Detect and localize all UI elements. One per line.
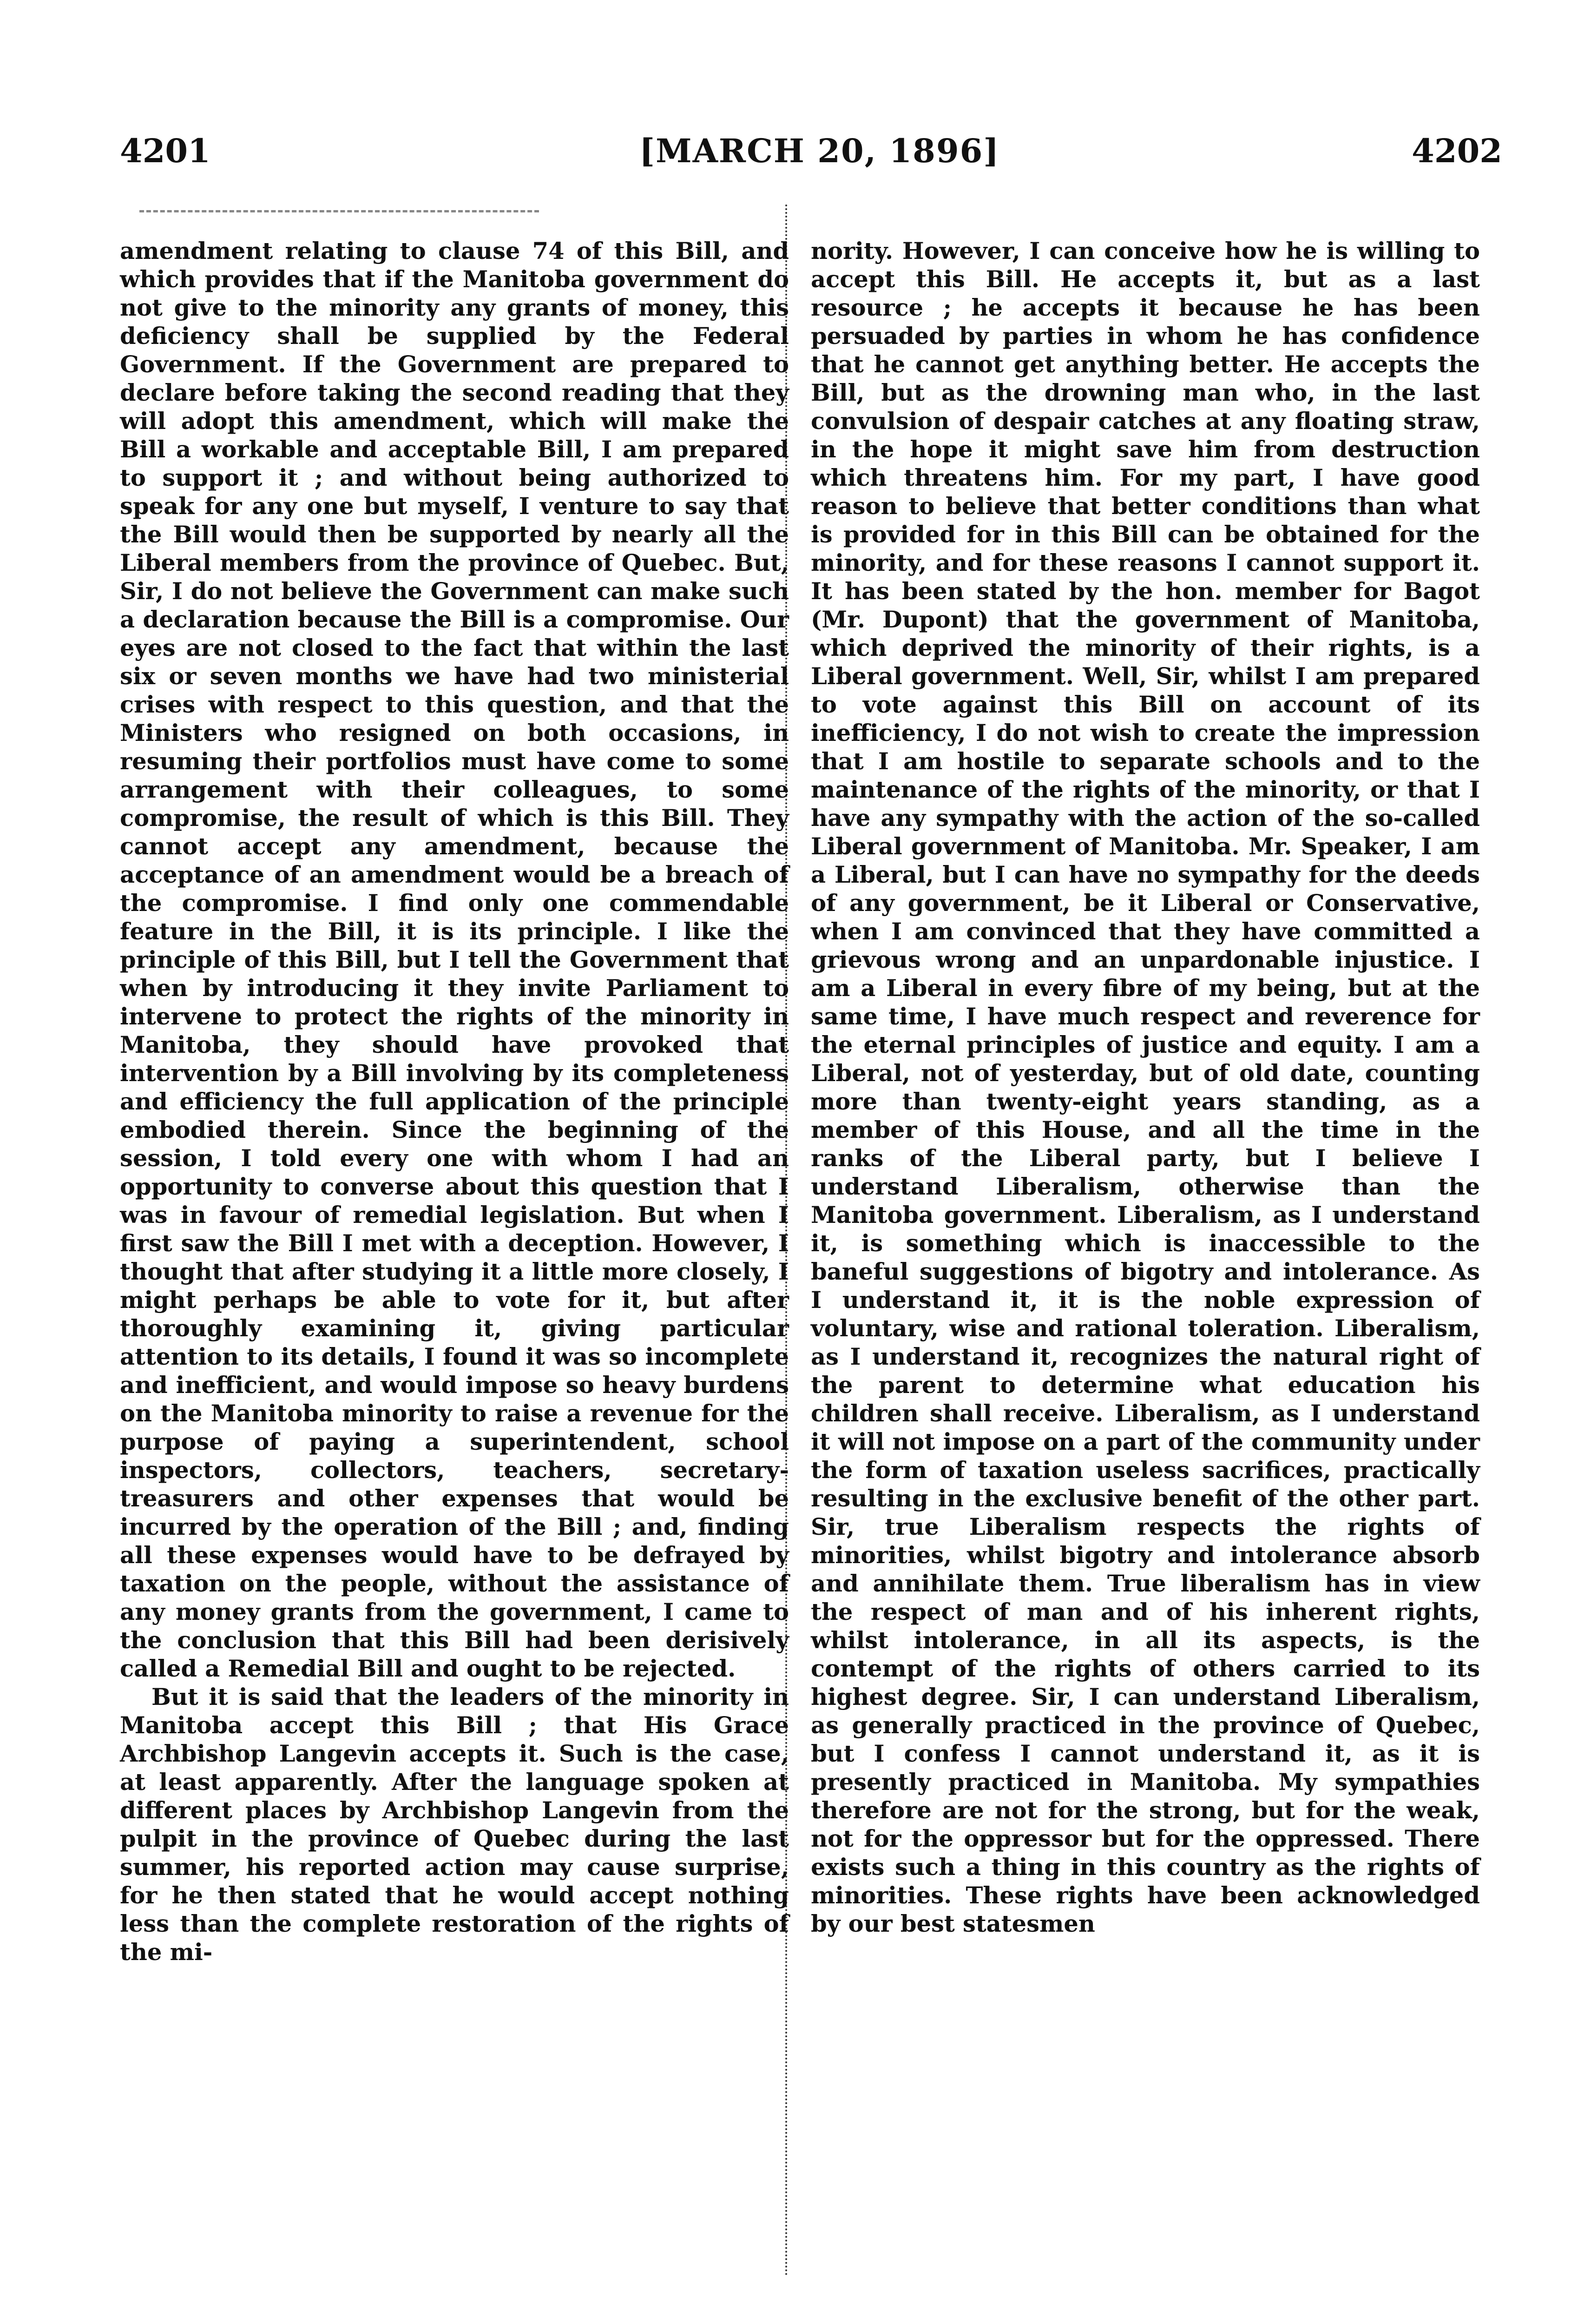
header-rule-fragment [139,210,539,223]
left-column [120,237,789,1967]
left-paragraph-1: amendment relating to clause 74 of this Bill, and which provides that if the Manitoba government do not give to the minority any grants of money, this deficiency shall be supplied by the Federal Government. If the Government are prepared to declare before taking the second reading that they will adopt this amendment, which will make the Bill a workable and acceptable Bill, I am prepared to support it ; and without being authorized to speak for any one but myself, I venture to say that the Bill would then be supported by nearly all the Liberal members from the province of Quebec. But, Sir, I do not believe the Government can make such a declaration because the Bill is a compromise. Our eyes are not closed to the fact that within the last six or seven months we have had two ministerial crises with respect to this question, and that the Ministers who resigned on both occasions, in resuming their portfolios must have come to some arrangement with their colleagues, to some compromise, the result of which is this Bill. They cannot accept any amendment, because the acceptance of an amendment would be a breach of the compromise. I find only one commendable feature in the Bill, it is its principle. I like the principle of this Bill, but I tell the Government that when by introducing it they invite Parliament to intervene to protect the rights of the minority in Manitoba, they should have provoked that intervention by a Bill involving by its completeness and efficiency the full application of the principle embodied therein. Since the beginning of the session, I told every one with whom I had an opportunity to converse about this question that I was in favour of remedial legislation. But when I first saw the Bill I met with a deception. However, I thought that after studying it a little more closely, I might perhaps be able to vote for it, but after thoroughly examining it, giving particular attention to its details, I found it was so incomplete and inefficient, and would impose so heavy burdens on the Manitoba minority to raise a revenue for the purpose of paying a superintendent, school inspectors, collectors, teachers, secretary-treasurers and other expenses that would be incurred by the operation of the Bill ; and, finding all these expenses would have to be defrayed by taxation on the people, without the assistance of any money grants from the government, I came to the conclusion that this Bill had been derisively called a Remedial Bill and ought to be rejected. [120,238,789,1682]
right-paragraph-1: nority. However, I can conceive how he is willing to accept this Bill. He accepts it, but as a last resource ; he accepts it because he has been persuaded by parties in whom he has confidence that he cannot get anything better. He accepts the Bill, but as the drowning man who, in the last convulsion of despair catches at any floating straw, in the hope it might save him from destruction which threatens him. For my part, I have good reason to believe that better conditions than what is provided for in this Bill can be obtained for the minority, and for these reasons I cannot support it. It has been stated by the hon. member for Bagot (Mr. Dupont) that the government of Manitoba, which deprived the minority of their rights, is a Liberal government. Well, Sir, whilst I am prepared to vote against this Bill on account of its inefficiency, I do not wish to create the impression that I am hostile to separate schools and to the maintenance of the rights of the minority, or that I have any sympathy with the action of the so-called Liberal government of Manitoba. Mr. Speaker, I am a Liberal, but I can have no sympathy for the deeds of any government, be it Liberal or Conservative, when I am convinced that they have committed a grievous wrong and an unpardonable injustice. I am a Liberal in every fibre of my being, but at the same time, I have much respect and reverence for the eternal principles of justice and equity. I am a Liberal, not of yesterday, but of old date, counting more than twenty-eight years standing, as a member of this House, and all the time in the ranks of the Liberal party, but I believe I understand Liberalism, otherwise than the Manitoba government. Liberalism, as I understand it, is something which is inaccessible to the baneful suggestions of bigotry and intolerance. As I understand it, it is the noble expression of voluntary, wise and rational toleration. Liberalism, as I understand it, recognizes the natural right of the parent to determine what education his children shall receive. Liberalism, as I understand it will not impose on a part of the community under the form of taxation useless sacrifices, practically resulting in the exclusive benefit of the other part. Sir, true Liberalism respects the rights of minorities, whilst bigotry and intolerance absorb and annihilate them. True liberalism has in view the respect of man and of his inherent rights, whilst intolerance, in all its aspects, is the contempt of the rights of others carried to its highest degree. Sir, I can understand Liberalism, as generally practiced in the province of Quebec, but I confess I cannot understand it, as it is presently practiced in Manitoba. My sympathies therefore are not for the strong, but for the weak, not for the oppressor but for the oppressed. There exists such a thing in this country as the rights of minorities. These rights have been acknowledged by our best statesmen [811,238,1480,1937]
page-number-right: 4202 [1412,132,1502,170]
page-header [120,125,1502,177]
header-date: [MARCH 20, 1896] [639,132,1000,170]
page-number-left: 4201 [120,132,210,170]
left-paragraph-2: But it is said that the leaders of the minority in Manitoba accept this Bill ; that His Grace Archbishop Langevin accepts it. Such is the case, at least apparently. After the language spoken at different places by Archbishop Langevin from the pulpit in the province of Quebec during the last summer, his reported action may cause surprise, for he then stated that he would accept nothing less than the complete restoration of the rights of the mi- [120,1684,789,1966]
right-column [811,237,1480,1938]
